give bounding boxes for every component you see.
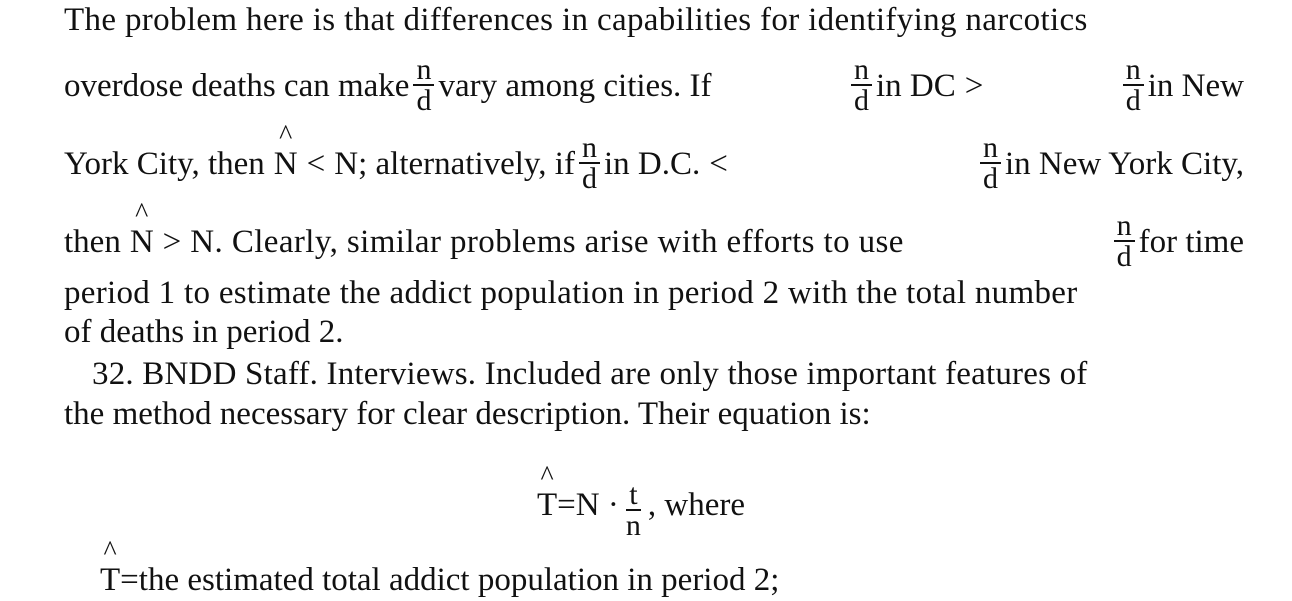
line2-after1: vary among cities. If	[438, 67, 712, 104]
text-line-6	[64, 312, 1244, 352]
fraction-numerator: n	[1114, 213, 1135, 242]
note32-line-2	[64, 394, 1244, 434]
line4-mid: N. Clearly, similar problems arise with efforts to use	[190, 223, 904, 260]
equation	[537, 470, 745, 542]
fraction-numerator: n	[579, 135, 600, 164]
line3-seg-b	[976, 131, 1244, 195]
line3-mid1: N; alternatively, if	[334, 145, 575, 182]
less-than-sign: <	[306, 145, 326, 182]
fraction-n-over-d	[851, 53, 872, 117]
fraction-numerator: t	[626, 482, 640, 511]
fraction-denominator: d	[1125, 84, 1141, 117]
line2-after2: in New	[1147, 67, 1244, 104]
line4-end: for time	[1138, 223, 1244, 260]
text-line-3	[64, 131, 1244, 195]
note32-line1-text: 32. BNDD Staff. Interviews. Included are only those important features of	[92, 356, 1088, 392]
less-than-sign: <	[709, 145, 728, 182]
fraction-n-over-d	[413, 53, 434, 117]
line2-seg-c	[1119, 53, 1244, 117]
n-hat-symbol: ^ N	[130, 222, 154, 262]
t-hat-symbol: ^ T	[537, 485, 557, 525]
line4-seg-b	[1110, 209, 1244, 273]
fraction-denominator: d	[853, 84, 869, 117]
fraction-denominator: d	[416, 84, 432, 117]
fraction-numerator: n	[1123, 57, 1144, 86]
line4-seg-a	[64, 222, 904, 262]
fraction-denominator: n	[625, 509, 641, 542]
equals-sign: =	[557, 486, 576, 523]
t-hat-symbol: ^ T	[100, 560, 120, 600]
fraction-n-over-d	[980, 131, 1001, 195]
equals-sign: =	[120, 562, 139, 598]
definition	[100, 560, 779, 600]
note32-line2-text: the method necessary for clear description. Their equation is:	[64, 396, 871, 432]
equation-line	[537, 470, 937, 542]
line2-before: overdose deaths can make	[64, 67, 410, 104]
fraction-numerator: n	[851, 57, 872, 86]
n-hat-symbol: ^ N	[274, 144, 298, 184]
fraction-n-over-d	[1123, 53, 1144, 117]
text-line-1	[64, 0, 1244, 40]
line5-text: period 1 to estimate the addict population in period 2 with the total number	[64, 275, 1078, 311]
note32-line-1	[92, 354, 1244, 394]
line3-end: in New York City,	[1005, 145, 1244, 182]
fraction-t-over-n	[623, 478, 644, 542]
text-line-5	[64, 273, 1244, 313]
line2-seg-b	[847, 53, 984, 117]
line2-mid: in DC	[875, 67, 956, 104]
line4-start: then	[64, 223, 121, 260]
equation-suffix: , where	[647, 486, 745, 523]
fraction-denominator: d	[1116, 240, 1132, 273]
fraction-numerator: n	[980, 135, 1001, 164]
line3-mid2: in D.C.	[603, 145, 701, 182]
definition-line	[100, 560, 1244, 600]
line6-text: of deaths in period 2.	[64, 314, 344, 350]
equation-factor: N ·	[575, 486, 619, 523]
fraction-denominator: d	[581, 162, 597, 195]
definition-text: the estimated total addict population in period 2;	[138, 562, 780, 598]
fraction-n-over-d	[1114, 209, 1135, 273]
fraction-denominator: d	[983, 162, 999, 195]
line2-seg-a	[64, 53, 712, 117]
fraction-n-over-d	[579, 131, 600, 195]
greater-than-sign: >	[162, 223, 182, 260]
greater-than-sign: >	[964, 67, 984, 104]
line3-start: York City, then	[64, 145, 265, 182]
line3-seg-a	[64, 131, 728, 195]
fraction-numerator: n	[413, 57, 434, 86]
line1-text: The problem here is that differences in capabilities for identifying narcotics	[64, 2, 1088, 38]
text-line-2	[64, 53, 1244, 117]
text-line-4	[64, 209, 1244, 273]
